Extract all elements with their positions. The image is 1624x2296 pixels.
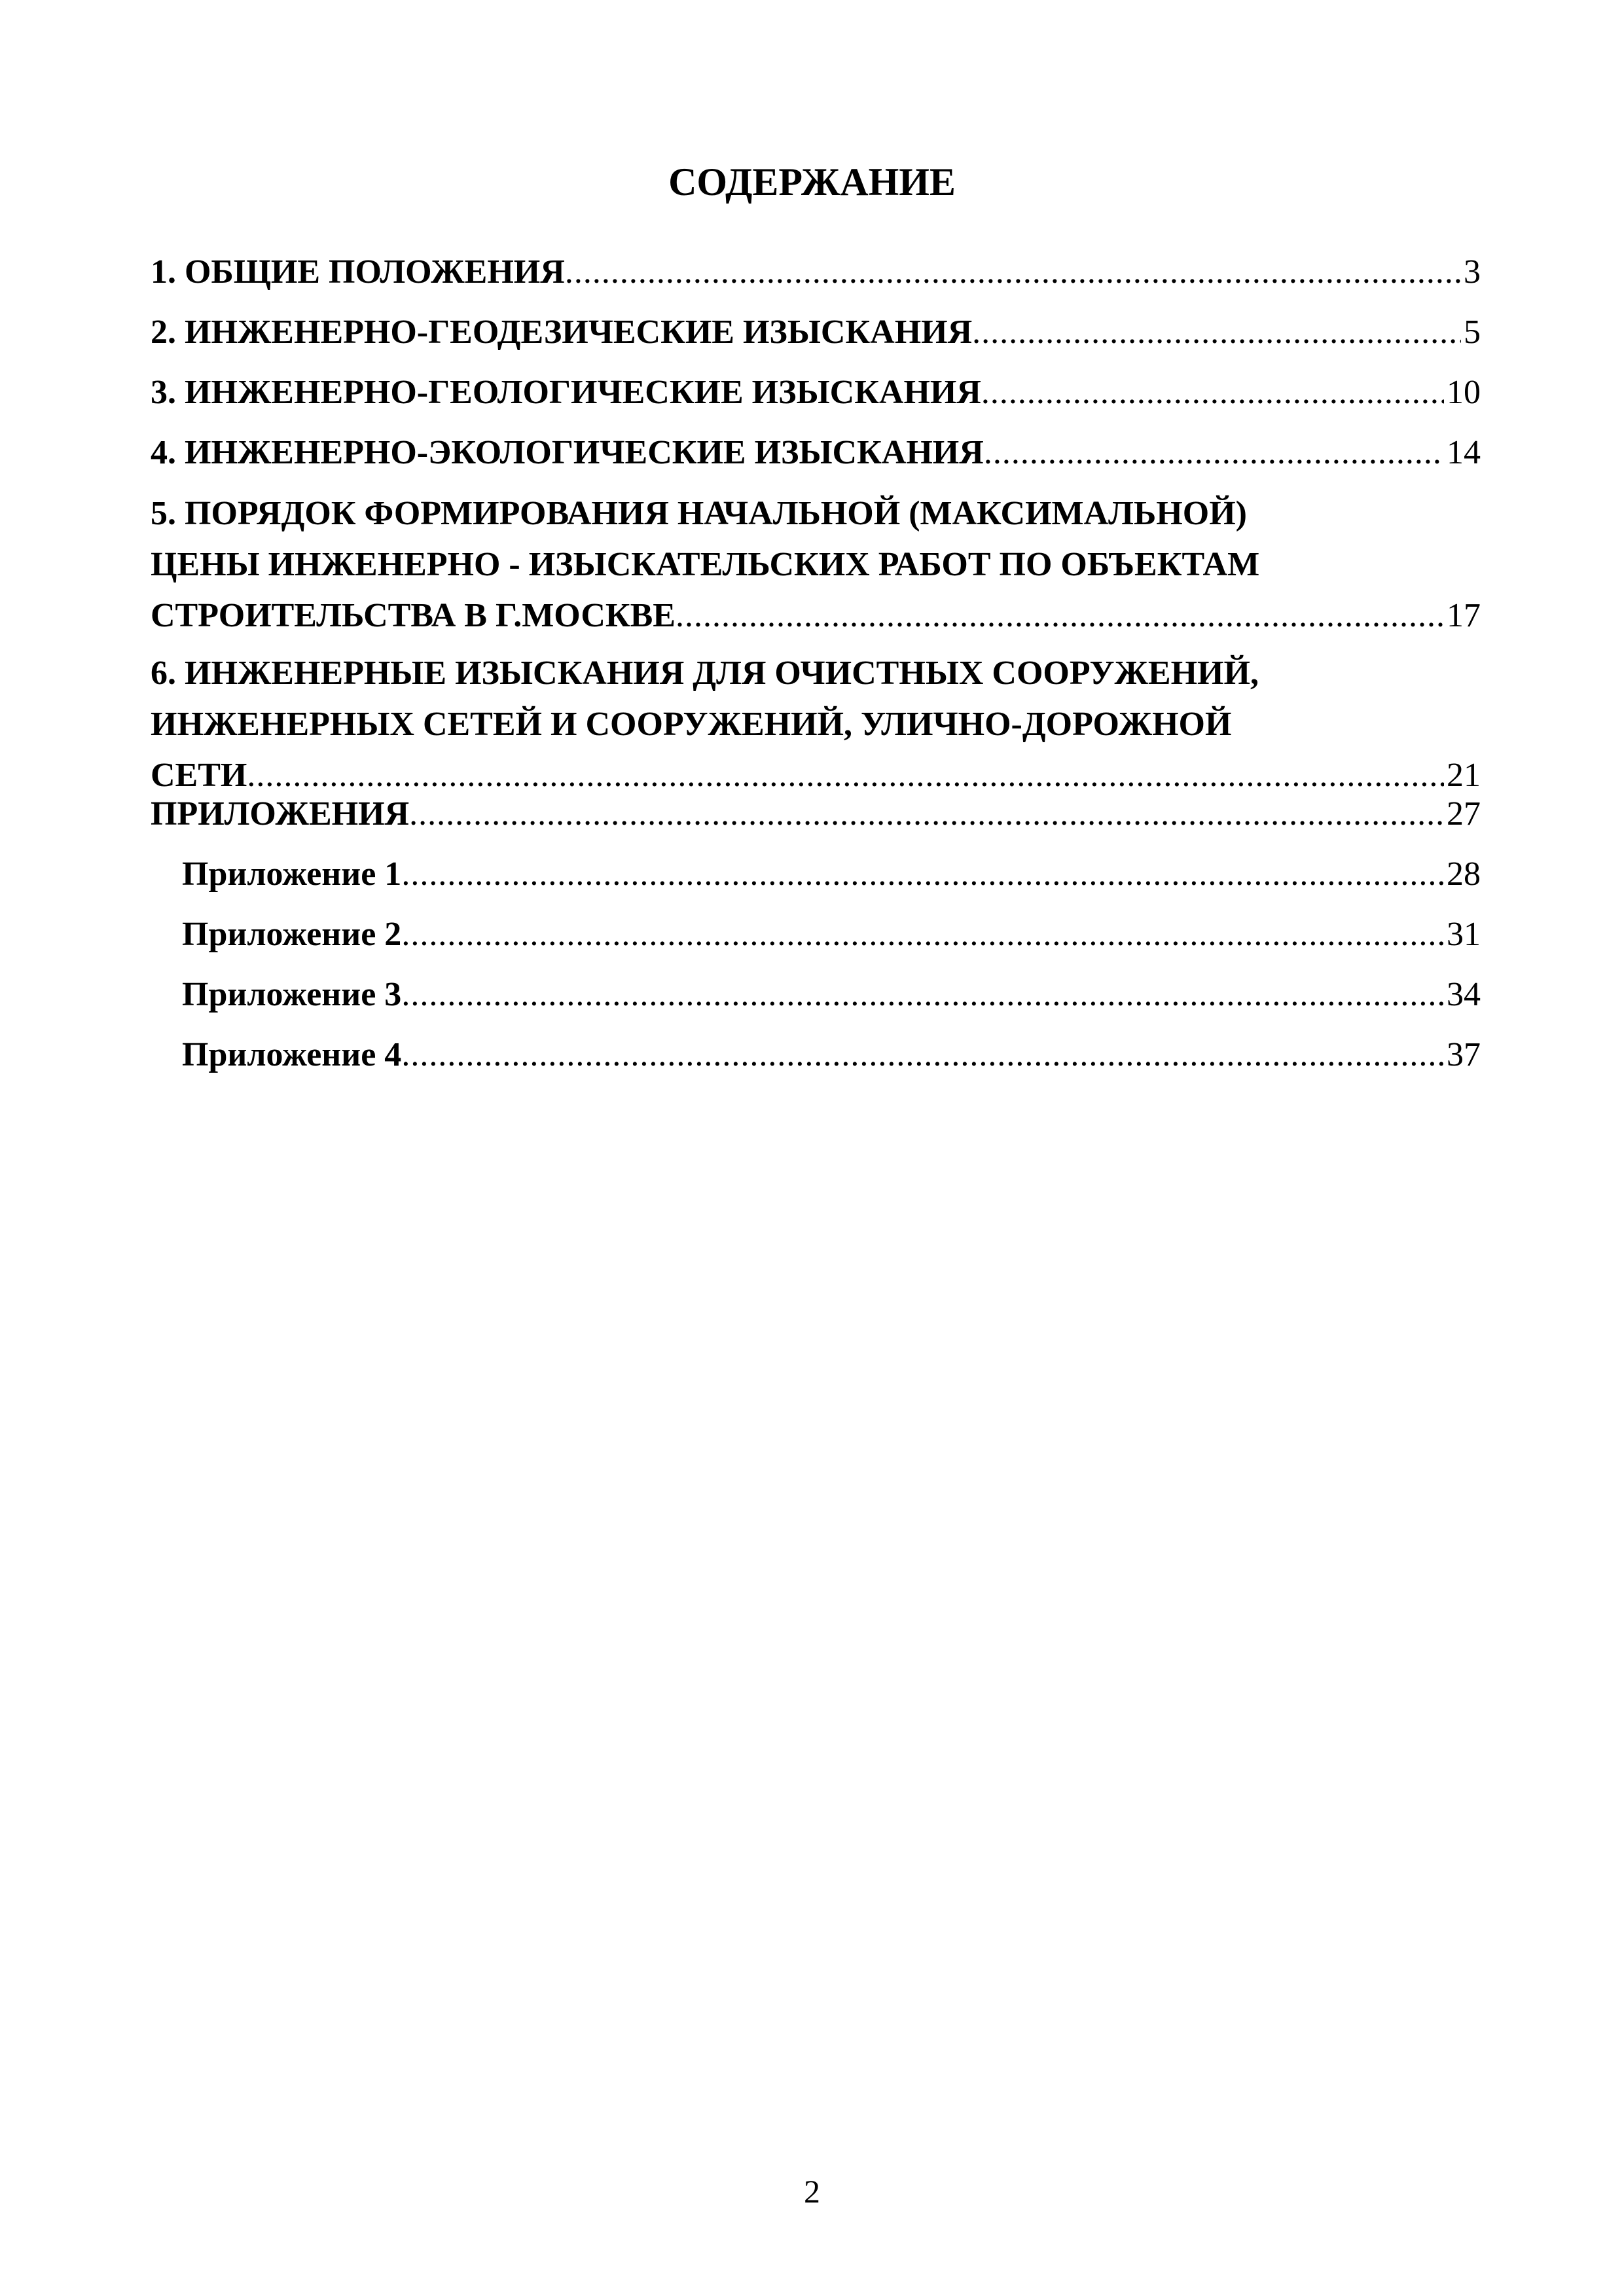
dot-leader <box>401 1025 1444 1085</box>
toc-entry-label: СТРОИТЕЛЬСТВА В Г.МОСКВЕ <box>151 597 676 634</box>
toc-entry-label: СЕТИ <box>151 757 247 794</box>
toc-entry-heading-line: ИНЖЕНЕРНЫХ СЕТЕЙ И СООРУЖЕНИЙ, УЛИЧНО-ДОРОЖНОЙ <box>151 706 1232 743</box>
toc-entry-label: 2. ИНЖЕНЕРНО-ГЕОДЕЗИЧЕСКИЕ ИЗЫСКАНИЯ <box>151 314 973 351</box>
toc-subentry-label: Приложение 2 <box>182 916 402 953</box>
toc-subentry-appendix-2[interactable] <box>182 905 1481 965</box>
toc-entry-5[interactable] <box>151 488 1481 641</box>
toc-entry-page: 5 <box>1464 314 1481 351</box>
toc-entry-2[interactable] <box>151 302 1481 363</box>
toc-entry-line <box>151 423 1481 483</box>
toc-entry-line <box>182 965 1481 1025</box>
dot-leader <box>972 302 1461 363</box>
toc-entry-line <box>151 784 1481 844</box>
toc-entry-label: 1. ОБЩИЕ ПОЛОЖЕНИЯ <box>151 253 565 291</box>
page-number: 2 <box>804 2173 820 2210</box>
toc-subentry-label: Приложение 1 <box>182 855 402 893</box>
toc-entry-line <box>151 242 1481 302</box>
toc-entry-heading-line: 6. ИНЖЕНЕРНЫЕ ИЗЫСКАНИЯ ДЛЯ ОЧИСТНЫХ СООРУЖЕНИЙ, <box>151 655 1259 692</box>
dot-leader <box>984 423 1444 483</box>
toc-entry-6[interactable] <box>151 648 1481 801</box>
toc-entry-page: 27 <box>1447 795 1481 833</box>
toc-subentry-page: 34 <box>1447 976 1481 1013</box>
toc-entry-label: 3. ИНЖЕНЕРНО-ГЕОЛОГИЧЕСКИЕ ИЗЫСКАНИЯ <box>151 374 981 411</box>
toc-subentry-page: 28 <box>1447 855 1481 893</box>
toc-subentry-label: Приложение 3 <box>182 976 402 1013</box>
toc-entry-line <box>182 1025 1481 1085</box>
dot-leader <box>401 905 1444 965</box>
toc-entry-line <box>182 844 1481 905</box>
toc-entry-page: 10 <box>1447 374 1481 411</box>
toc-entry-line <box>151 302 1481 363</box>
toc-entry-line <box>151 363 1481 423</box>
toc-entry-line <box>182 905 1481 965</box>
toc-subentry-label: Приложение 4 <box>182 1036 402 1073</box>
toc-entry-heading-line: ЦЕНЫ ИНЖЕНЕРНО - ИЗЫСКАТЕЛЬСКИХ РАБОТ ПО ОБЪЕКТАМ <box>151 546 1260 583</box>
dot-leader <box>676 590 1444 641</box>
toc-title: СОДЕРЖАНИЕ <box>668 160 956 204</box>
toc-entry-page: 3 <box>1464 253 1481 291</box>
toc-subentry-page: 37 <box>1447 1036 1481 1073</box>
toc-entry-heading-line: 5. ПОРЯДОК ФОРМИРОВАНИЯ НАЧАЛЬНОЙ (МАКСИМАЛЬНОЙ) <box>151 495 1247 532</box>
toc-entry-page: 17 <box>1447 597 1481 634</box>
dot-leader <box>565 242 1461 302</box>
toc-subentry-page: 31 <box>1447 916 1481 953</box>
toc-entry-label: 4. ИНЖЕНЕРНО-ЭКОЛОГИЧЕСКИЕ ИЗЫСКАНИЯ <box>151 434 984 471</box>
toc-subentry-appendix-1[interactable] <box>182 844 1481 905</box>
toc-subentry-appendix-4[interactable] <box>182 1025 1481 1085</box>
dot-leader <box>401 965 1444 1025</box>
toc-entry-1[interactable] <box>151 242 1481 302</box>
toc-entry-page: 21 <box>1447 757 1481 794</box>
toc-entry-3[interactable] <box>151 363 1481 423</box>
dot-leader <box>401 844 1444 905</box>
toc-entry-line <box>151 590 1481 641</box>
dot-leader <box>981 363 1444 423</box>
toc-entry-4[interactable] <box>151 423 1481 483</box>
toc-entry-label: ПРИЛОЖЕНИЯ <box>151 795 410 833</box>
toc-subentry-appendix-3[interactable] <box>182 965 1481 1025</box>
toc-entry-appendices[interactable] <box>151 784 1481 844</box>
dot-leader <box>409 784 1444 844</box>
toc-entry-page: 14 <box>1447 434 1481 471</box>
